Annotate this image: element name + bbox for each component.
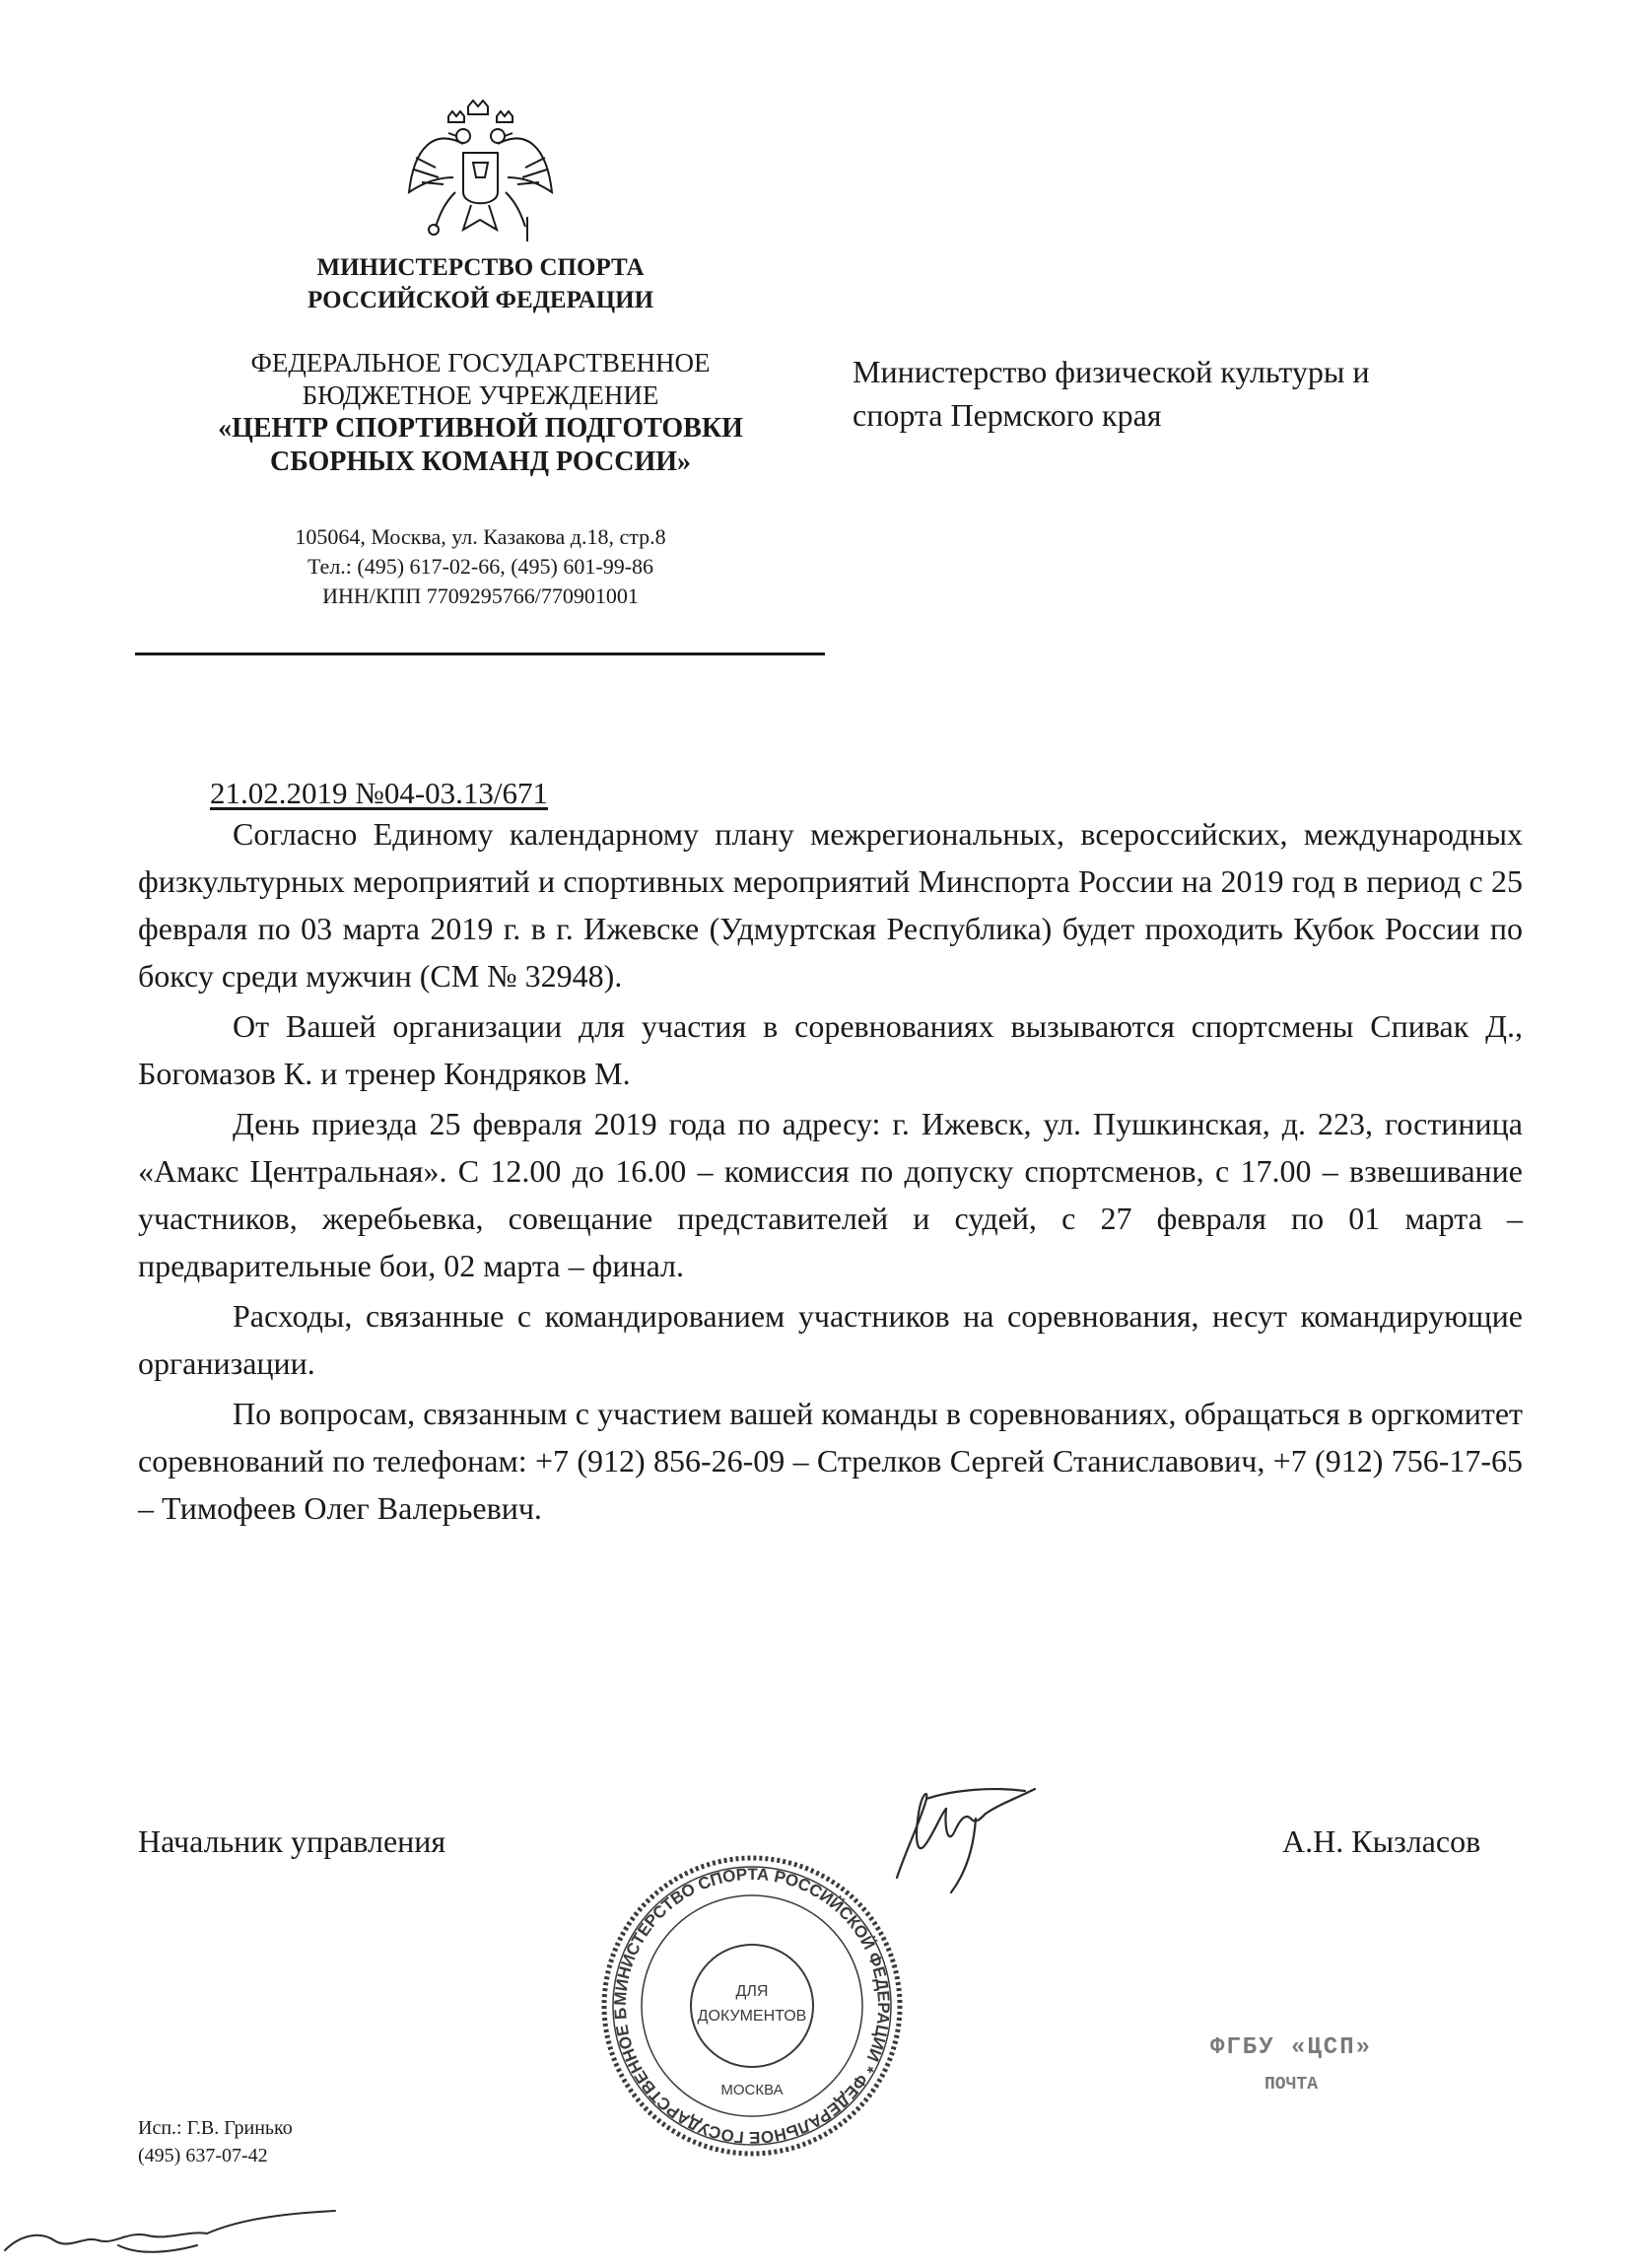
seal-center-line-1: ДЛЯ [735,1983,769,2000]
executor-name: Исп.: Г.В. Гринько [138,2117,293,2139]
institution-type [138,347,823,412]
signer-name: А.Н. Кызласов [1282,1823,1481,1859]
executor-info [138,2114,293,2169]
executor-phone: (495) 637-07-42 [138,2145,268,2166]
fgbu-line-2: БЮДЖЕТНОЕ УЧРЕЖДЕНИЕ [302,380,659,410]
letter-body [138,810,1523,1535]
institution-name [138,412,823,479]
body-paragraph: Расходы, связанные с командированием участников на соревнования, несут командирующие организации. [138,1298,1523,1381]
handwritten-initials [0,2206,355,2263]
seal-city: МОСКВА [720,2082,784,2098]
body-paragraph: День приезда 25 февраля 2019 года по адресу: г. Ижевск, ул. Пушкинская, д. 223, гостиница «Амакс Центральная». С 12.00 до 16.00 – комиссия по допуску спортсменов, с 17.00 – взвешивание участников, жеребьевка, совещание представителей и судей, с 27 февраля по 01 марта – предварительные бои, 02 марта – финал. [138,1106,1523,1283]
seal-ring-text: МИНИСТЕРСТВО СПОРТА РОССИЙСКОЙ ФЕДЕРАЦИИ * ФЕДЕРАЛЬНОЕ ГОСУДАРСТВЕННОЕ Б [610,1864,894,2148]
institution-address: 105064, Москва, ул. Казакова д.18, стр.8 [295,524,666,549]
recipient-line-1: Министерство физической культуры и [853,354,1370,389]
recipient-line-2: спорта Пермского края [853,397,1162,433]
mail-stamp [1178,2016,1404,2114]
russian-coat-of-arms-icon [394,99,567,246]
institution-contacts [138,522,823,611]
document-reference: 21.02.2019 №04-03.13/671 [210,776,549,810]
fgbu-line-1: ФЕДЕРАЛЬНОЕ ГОСУДАРСТВЕННОЕ [250,348,711,378]
mail-stamp-line-2: ПОЧТА [1264,2075,1319,2095]
body-paragraph: Согласно Единому календарному плану межрегиональных, всероссийских, международных физкультурных мероприятий и спортивных мероприятий Минспорта России на 2019 год в период с 25 февраля по 03 марта 2019 г. в г. Ижевске (Удмуртская Республика) будет проходить Кубок России по боксу среди мужчин (СМ № 32948). [138,816,1523,994]
mail-stamp-line-1: ФГБУ «ЦСП» [1209,2034,1373,2061]
center-name-line-1: «ЦЕНТР СПОРТИВНОЙ ПОДГОТОВКИ [218,413,743,444]
body-paragraph: От Вашей организации для участия в соревнованиях вызываются спортсмены Спивак Д., Богомазов К. и тренер Кондряков М. [138,1008,1523,1091]
official-seal [594,1848,910,2164]
letterhead-divider [135,653,825,655]
institution-inn: ИНН/КПП 7709295766/770901001 [322,584,639,608]
ministry-header [197,251,764,316]
recipient-block [853,350,1562,437]
seal-center-line-2: ДОКУМЕНТОВ [697,2008,807,2025]
ministry-line-2: РОССИЙСКОЙ ФЕДЕРАЦИИ [307,287,654,313]
signer-title: Начальник управления [138,1823,446,1859]
institution-phones: Тел.: (495) 617-02-66, (495) 601-99-86 [307,554,654,579]
center-name-line-2: СБОРНЫХ КОМАНД РОССИИ» [269,447,692,477]
ministry-line-1: МИНИСТЕРСТВО СПОРТА [316,254,645,281]
body-paragraph: По вопросам, связанным с участием вашей команды в соревнованиях, обращаться в оргкомитет соревнований по телефонам: +7 (912) 856-26-09 – Стрелков Сергей Станиславович, +7 (912) 756-17-65 – Тимофеев Олег Валерьевич. [138,1396,1523,1526]
